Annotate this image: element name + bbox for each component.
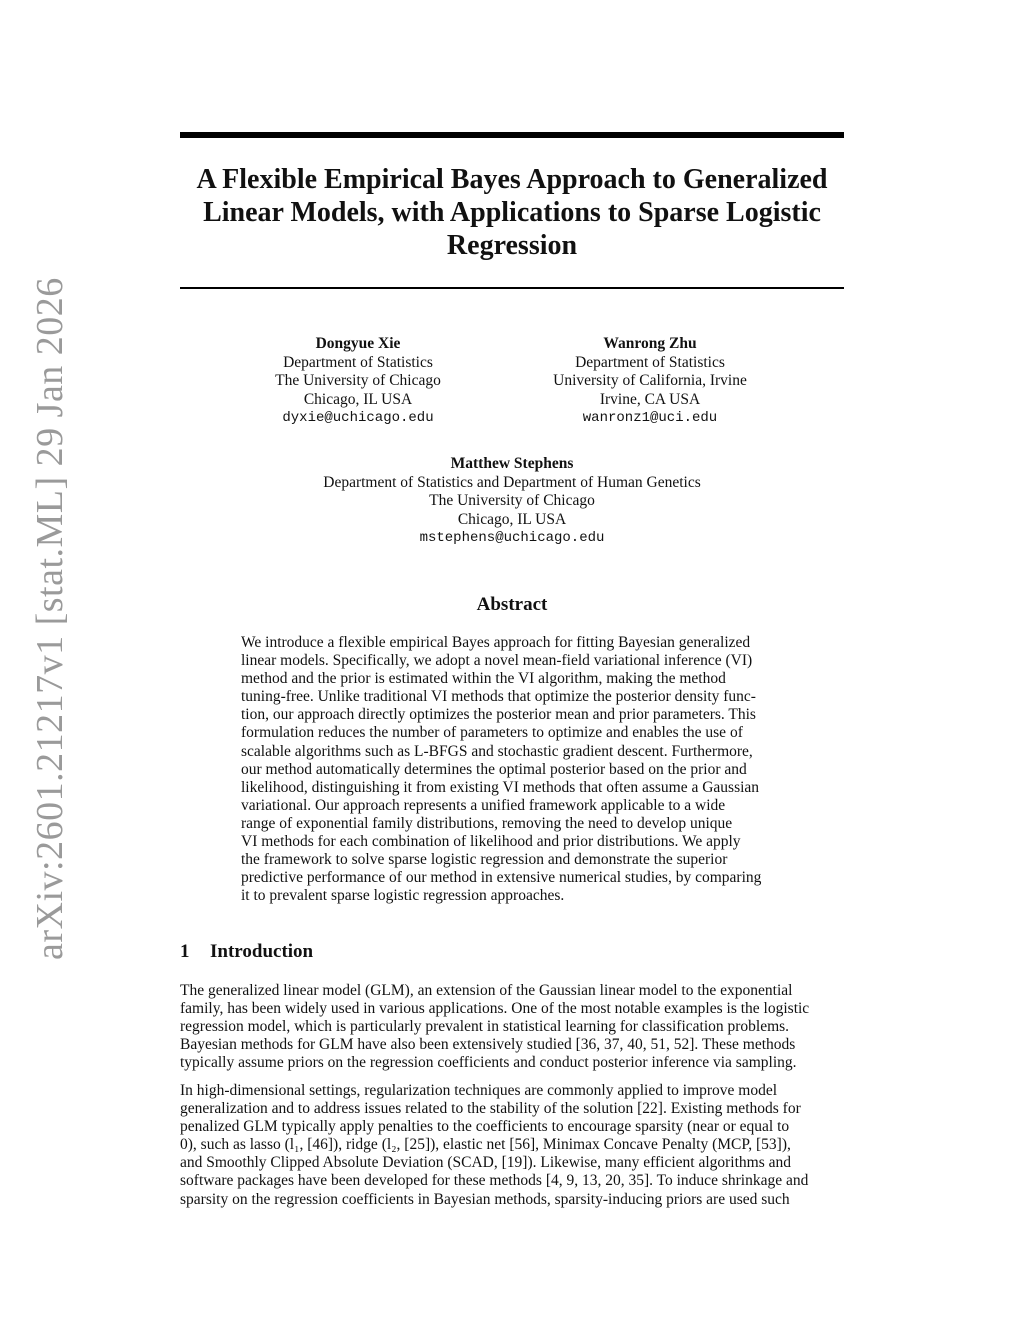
arxiv-side-stamp: arXiv:2601.21217v1 [stat.ML] 29 Jan 2026 [29, 277, 71, 960]
text-line: The generalized linear model (GLM), an extension of the Gaussian linear model to the exponential [180, 982, 793, 999]
abstract-line: our method automatically determines the optimal posterior based on the prior and [241, 760, 747, 778]
intro-paragraph-1 [180, 982, 844, 1072]
author-email[interactable]: dyxie@uchicago.edu [282, 410, 434, 426]
abstract-line: variational. Our approach represents a unified framework applicable to a wide [241, 796, 726, 814]
title-line: Linear Models, with Applications to Sparse Logistic [203, 197, 821, 228]
author-location: Chicago, IL USA [457, 510, 567, 528]
text-line: software packages have been developed for these methods [4, 9, 13, 20, 35]. To induce shrinkage and [180, 1172, 809, 1190]
abstract-body [241, 634, 784, 905]
abstract-line: method and the prior is estimated within the VI algorithm, making the method [241, 670, 726, 688]
text-line: and Smoothly Clipped Absolute Deviation (SCAD, [19]). Likewise, many efficient algorithms and [180, 1154, 792, 1172]
section-number: 1 [180, 941, 190, 962]
abstract-line: VI methods for each combination of likelihood and prior distributions. We apply [241, 833, 741, 851]
author-institution: The University of Chicago [429, 492, 595, 509]
text-line: typically assume priors on the regression coefficients and conduct posterior inference via sampling. [180, 1054, 797, 1072]
title-line: A Flexible Empirical Bayes Approach to Generalized [196, 164, 828, 195]
abstract-line: predictive performance of our method in extensive numerical studies, by comparing [241, 869, 762, 887]
author-email[interactable]: mstephens@uchicago.edu [419, 530, 605, 546]
author-name: Dongyue Xie [315, 335, 401, 352]
author-department: Department of Statistics [575, 353, 725, 371]
title-line: Regression [446, 230, 578, 261]
paper-title [180, 163, 844, 262]
text-line: Bayesian methods for GLM have also been extensively studied [36, 37, 40, 51, 52]. These methods [180, 1036, 796, 1054]
title-bottom-rule [180, 287, 844, 289]
author-block [262, 455, 762, 548]
text-line: In high-dimensional settings, regularization techniques are commonly applied to improve model [180, 1082, 778, 1099]
abstract-line: We introduce a flexible empirical Bayes approach for fitting Bayesian generalized [241, 634, 751, 651]
text-line: family, has been widely used in various applications. One of the most notable examples is the logistic [180, 1000, 810, 1018]
text-line: generalization and to address issues related to the stability of the solution [22]. Existing methods for [180, 1100, 801, 1118]
author-name: Matthew Stephens [450, 455, 574, 472]
abstract-line: scalable algorithms such as L-BFGS and stochastic gradient descent. Furthermore, [241, 742, 753, 760]
abstract-line: likelihood, distinguishing it from existing VI methods that often assume a Gaussian [241, 778, 760, 796]
abstract-line: tuning-free. Unlike traditional VI methods that optimize the posterior density func- [241, 688, 756, 706]
author-location: Irvine, CA USA [599, 390, 701, 408]
section-title: Introduction [210, 941, 314, 962]
abstract-line: tion, our approach directly optimizes the posterior mean and prior parameters. This [241, 706, 756, 724]
text-line: penalized GLM typically apply penalties to the coefficients to encourage sparsity (near or equal to [180, 1118, 790, 1136]
author-location: Chicago, IL USA [303, 390, 413, 408]
title-top-rule [180, 132, 844, 138]
author-name: Wanrong Zhu [603, 335, 697, 352]
intro-paragraph-2 [180, 1082, 844, 1209]
abstract-line: formulation reduces the number of parameters to optimize and enables the use of [241, 724, 743, 742]
abstract-line: the framework to solve sparse logistic regression and demonstrate the superior [241, 851, 728, 869]
author-department: Department of Statistics [283, 353, 433, 371]
text-line: sparsity on the regression coefficients in Bayesian methods, sparsity-inducing priors are used such [180, 1190, 790, 1208]
abstract-line: linear models. Specifically, we adopt a novel mean-field variational inference (VI) [241, 652, 753, 670]
section-heading-introduction [180, 941, 313, 963]
author-block [238, 335, 478, 428]
abstract-line: it to prevalent sparse logistic regression approaches. [241, 887, 565, 905]
text-line: 0), such as lasso (l₁, [46]), ridge (l₂, [25]), elastic net [56], Minimax Concave Penalty (MCP, [53]), [180, 1136, 791, 1154]
abstract-heading: Abstract [476, 594, 548, 615]
author-block [510, 335, 790, 428]
author-department: Department of Statistics and Department of Human Genetics [323, 473, 701, 491]
author-email[interactable]: wanronz1@uci.edu [582, 410, 718, 426]
author-institution: The University of Chicago [275, 372, 441, 389]
abstract-line: range of exponential family distributions, removing the need to develop unique [241, 814, 733, 832]
author-institution: University of California, Irvine [553, 372, 747, 389]
text-line: regression model, which is particularly prevalent in statistical learning for classification problems. [180, 1018, 790, 1036]
